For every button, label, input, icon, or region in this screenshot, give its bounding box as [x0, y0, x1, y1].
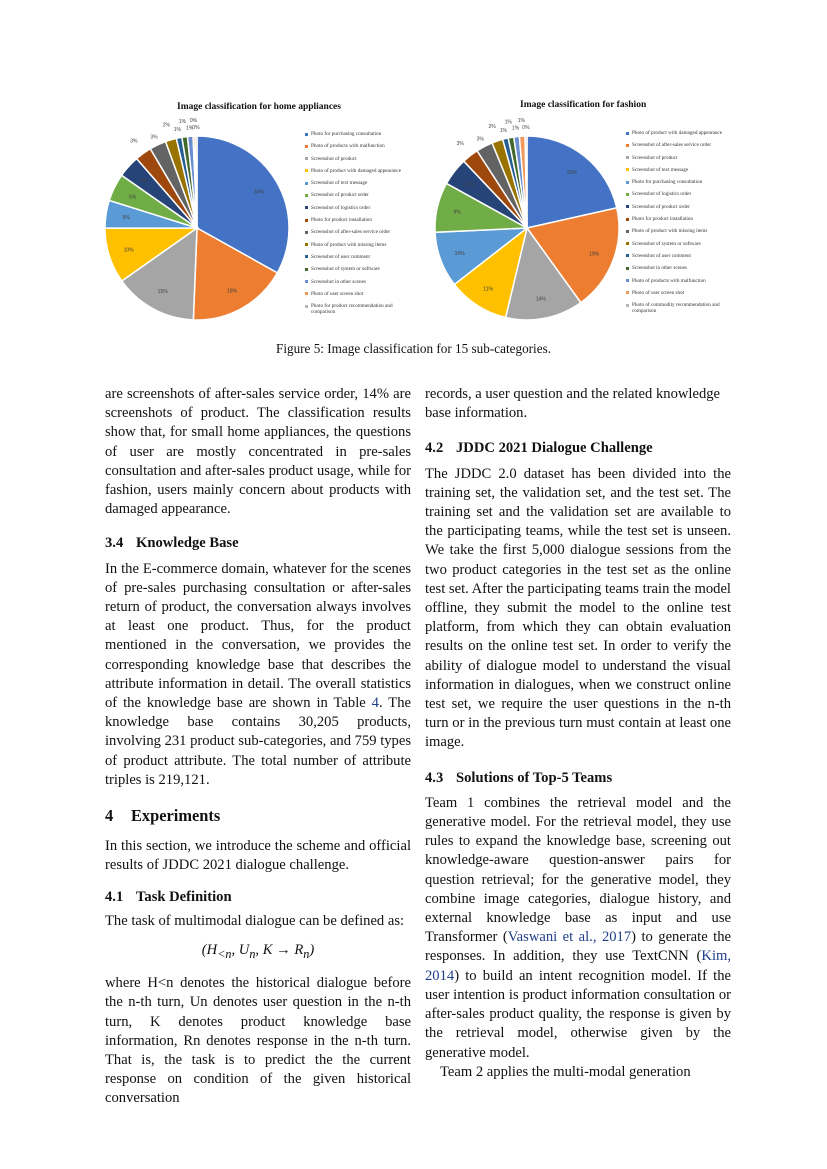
citation-vaswani-2017[interactable]: Vaswani et al., 2017	[507, 929, 632, 946]
citation-kim-2014[interactable]: Kim, 2014	[425, 948, 731, 984]
figure-5	[100, 95, 750, 340]
paragraph: records, a user question and the related knowledge base information.	[425, 386, 721, 422]
slice-label: 1%	[185, 125, 194, 132]
paragraph: are screenshots of after-sales service order, 14% are screenshots of product. The classification results show that, for small home appliances, the questions of user are mostly concentrated in pre-sales consultation and after-sales product usage, while for fashion, users mainly concern about products with damaged appearance.	[105, 386, 411, 518]
chart-title: Image classification for fashion	[520, 100, 647, 110]
legend-label: Screenshot of product order	[311, 192, 369, 199]
legend-swatch-icon	[626, 267, 629, 270]
legend-label: Screenshot of text message	[632, 166, 689, 173]
legend-item	[305, 131, 415, 143]
legend-swatch-icon	[305, 243, 308, 246]
legend-swatch-icon	[305, 133, 308, 136]
legend-label: Screenshot of system or software	[632, 240, 701, 247]
slice-label: 0%	[189, 118, 198, 125]
slice-label: 5%	[122, 215, 130, 222]
legend-swatch-icon	[626, 168, 629, 171]
section-heading-4: 4 Experiments	[105, 806, 221, 826]
slice-label: 18%	[227, 288, 238, 295]
slice-label: 1%	[504, 119, 512, 126]
legend-swatch-icon	[305, 231, 308, 234]
slice-label: 34%	[253, 189, 264, 196]
slice-label: 2%	[162, 122, 170, 129]
slice-label: 22%	[566, 169, 577, 176]
legend-item	[305, 303, 415, 315]
right-column	[425, 385, 731, 1082]
legend-swatch-icon	[305, 280, 308, 283]
legend-swatch-icon	[626, 254, 629, 257]
slice-label: 1%	[511, 125, 520, 132]
chart-legend	[305, 131, 415, 315]
legend-label: Photo for purchasing consultation	[632, 179, 703, 186]
legend-label: Photo of product with missing items	[632, 228, 708, 235]
slice-label: 3%	[456, 141, 464, 148]
legend-swatch-icon	[305, 219, 308, 222]
legend-item	[626, 265, 741, 277]
slice-label: 14%	[535, 296, 546, 303]
legend-swatch-icon	[626, 156, 629, 159]
paragraph: The JDDC 2.0 dataset has been divided into the training set, the validation set, and the test set. The training set and the validation set are available to the participating teams, while the test set is unseen. We take the first 5,000 dialogue sessions from the two product categories in the test set as the online test set. After the participating teams train the model offline, they submit the model to the online test platform, from which they can obtain evaluation results on the online test set. In order to verify the ability of dialogue model to understand the visual information in dialogues, when we construct online test set, we require the user questions in the n-th turn or in the previous turn must contain at least one image.	[425, 465, 731, 751]
legend-label: Screenshot in other scenes	[311, 278, 366, 285]
legend-label: Photo for purchasing consultation	[311, 131, 382, 137]
legend-swatch-icon	[305, 206, 308, 209]
legend-item	[626, 302, 741, 314]
paragraph: where H<n denotes the historical dialogue before the n-th turn, Un denotes user question in the n-th turn, K denotes product knowledge base information, Rn denotes response in the n-th turn. That is, the task is to predict the the current response on condition of the given historical conversation	[105, 975, 411, 1107]
legend-label: Screenshot in other scenes	[632, 265, 687, 272]
home-appliances-pie-chart	[100, 95, 420, 335]
legend-swatch-icon	[626, 132, 629, 135]
legend-swatch-icon	[626, 230, 629, 233]
paragraph: The task of multimodal dialogue can be defined as:	[105, 912, 405, 929]
slice-label: 15%	[157, 289, 168, 296]
legend-swatch-icon	[305, 292, 308, 295]
slice-label: 11%	[483, 286, 493, 293]
slice-label: 0%	[192, 125, 200, 132]
legend-item	[626, 228, 741, 240]
legend-item	[626, 167, 741, 179]
legend-item	[626, 179, 741, 191]
legend-label: Screenshot of text message	[311, 180, 368, 187]
legend-swatch-icon	[626, 193, 629, 196]
legend-swatch-icon	[305, 182, 308, 185]
legend-label: Photo for product installation	[311, 217, 372, 224]
legend-swatch-icon	[626, 144, 629, 147]
legend-label: Screenshot of product order	[632, 203, 690, 210]
figure-caption: Figure 5: Image classification for 15 sub-categories.	[275, 341, 552, 356]
legend-label: Photo of products with malfunction	[311, 143, 385, 150]
legend-item	[626, 278, 741, 290]
slice-label: 19%	[589, 251, 600, 258]
pie-plot	[430, 110, 630, 335]
legend-item	[626, 142, 741, 154]
legend-label: Screenshot of system or software	[311, 266, 380, 273]
legend-item	[626, 290, 741, 302]
paragraph: Team 1 combines the retrieval model and the generative model. For the retrieval model, they use rules to expand the knowledge base, screening out knowledge-aware question-answer pairs for question retrieval; for the generative model, they combine image categories, dialogue history, and external knowledge base as input and use Transformer (Vaswani et al., 2017) to generate the responses. In addition, they use TextCNN (Kim, 2014) to build an intent recognition model. If the user intention is product information consultation or after-sales product quality, the response is given by the retrieval model, otherwise given by the generative model.	[425, 794, 731, 1061]
legend-label: Photo of commodity recommendation and comparison	[632, 302, 720, 315]
legend-label: Screenshot of product	[311, 155, 357, 162]
legend-label: Photo of user screen shot	[311, 290, 364, 297]
slice-label: 2%	[488, 123, 496, 130]
legend-item	[305, 217, 415, 229]
pie-plot	[100, 110, 300, 335]
slice-label: 10%	[123, 247, 134, 254]
legend-label: Photo for product recommendation and comparison	[311, 303, 393, 316]
legend-swatch-icon	[305, 305, 308, 308]
slice-label: 5%	[466, 182, 474, 189]
legend-label: Screenshot of logistics order	[632, 191, 692, 198]
legend-label: Photo of user screen shot	[632, 289, 685, 296]
section-heading-4-3: 4.3 Solutions of Top-5 Teams	[425, 769, 613, 786]
left-column	[105, 385, 411, 1109]
legend-item	[305, 266, 415, 278]
legend-label: Screenshot of user comment	[311, 253, 370, 260]
legend-label: Screenshot of user comment	[632, 252, 691, 259]
paragraph: In this section, we introduce the scheme and official results of JDDC 2021 dialogue challenge.	[105, 838, 411, 874]
legend-label: Photo of product with missing items	[311, 241, 387, 248]
legend-item	[626, 130, 741, 142]
legend-swatch-icon	[305, 169, 308, 172]
legend-label: Screenshot of after-sales service order	[311, 229, 391, 236]
legend-label: Screenshot of after-sales service order	[632, 142, 712, 149]
table-4-link[interactable]: 4	[371, 695, 379, 712]
legend-swatch-icon	[626, 304, 629, 307]
paragraph: In the E-commerce domain, whatever for the scenes of pre-sales purchasing consultation or after-sales return of product, the conversation always involves at least one product. Thus, for the product mentioned in the conversation, we provides the corresponding knowledge base that describes the attribute information in detail. The overall statistics of the knowledge base are shown in Table 4. The knowledge base contains 30,205 products, involving 231 product sub-categories, and 759 types of product attribute. The total number of attribute triples is 219,121.	[105, 560, 412, 788]
legend-item	[305, 168, 415, 180]
legend-swatch-icon	[626, 291, 629, 294]
chart-title: Image classification for home appliances	[177, 102, 341, 112]
slice-label: 1%	[173, 126, 181, 133]
slice-label: 1%	[499, 127, 507, 134]
legend-item	[626, 191, 741, 203]
slice-label: 10%	[454, 250, 465, 257]
chart-legend	[626, 130, 741, 314]
legend-item	[305, 156, 415, 168]
section-heading-4-1: 4.1 Task Definition	[105, 888, 232, 905]
legend-swatch-icon	[305, 145, 308, 148]
legend-swatch-icon	[305, 255, 308, 258]
legend-label: Photo of product with damaged appearance	[632, 130, 723, 136]
slice-label: 3%	[130, 138, 138, 145]
legend-label: Photo of products with malfunction	[632, 277, 706, 284]
legend-item	[626, 155, 741, 167]
legend-swatch-icon	[626, 279, 629, 282]
legend-label: Screenshot of logistics order	[311, 204, 371, 211]
legend-item	[626, 216, 741, 228]
legend-item	[305, 205, 415, 217]
legend-item	[626, 241, 741, 253]
legend-swatch-icon	[305, 157, 308, 160]
legend-item	[305, 291, 415, 303]
legend-item	[305, 279, 415, 291]
slice-label: 1%	[178, 118, 187, 125]
legend-swatch-icon	[626, 205, 629, 208]
legend-label: Photo of product with damaged appearance	[311, 167, 402, 174]
legend-item	[305, 254, 415, 266]
legend-swatch-icon	[305, 268, 308, 271]
slice-label: 5%	[128, 194, 137, 201]
legend-swatch-icon	[626, 242, 629, 245]
equation: ($H_{<n}$, $U_n$, $K \to R_n$)	[201, 942, 315, 961]
section-heading-3-4: 3.4 Knowledge Base	[105, 535, 239, 552]
slice-label: 3%	[150, 134, 158, 141]
legend-swatch-icon	[626, 218, 629, 221]
legend-swatch-icon	[626, 181, 629, 184]
paragraph: Team 2 applies the multi-modal generation	[440, 1063, 691, 1080]
slice-label: 4%	[140, 178, 148, 185]
slice-label: 9%	[453, 209, 461, 216]
slice-label: 3%	[476, 136, 484, 143]
fashion-pie-chart	[430, 95, 750, 335]
legend-label: Screenshot of product	[632, 154, 678, 161]
legend-item	[305, 143, 415, 155]
legend-item	[305, 192, 415, 204]
legend-item	[626, 204, 741, 216]
legend-label: Photo for product installation	[632, 216, 693, 223]
legend-swatch-icon	[305, 194, 308, 197]
legend-item	[305, 242, 415, 254]
slice-label: 1%	[517, 118, 525, 125]
legend-item	[626, 253, 741, 265]
legend-item	[305, 180, 415, 192]
section-heading-4-2: 4.2 JDDC 2021 Dialogue Challenge	[425, 440, 653, 457]
slice-label: 0%	[522, 125, 530, 132]
legend-item	[305, 229, 415, 241]
